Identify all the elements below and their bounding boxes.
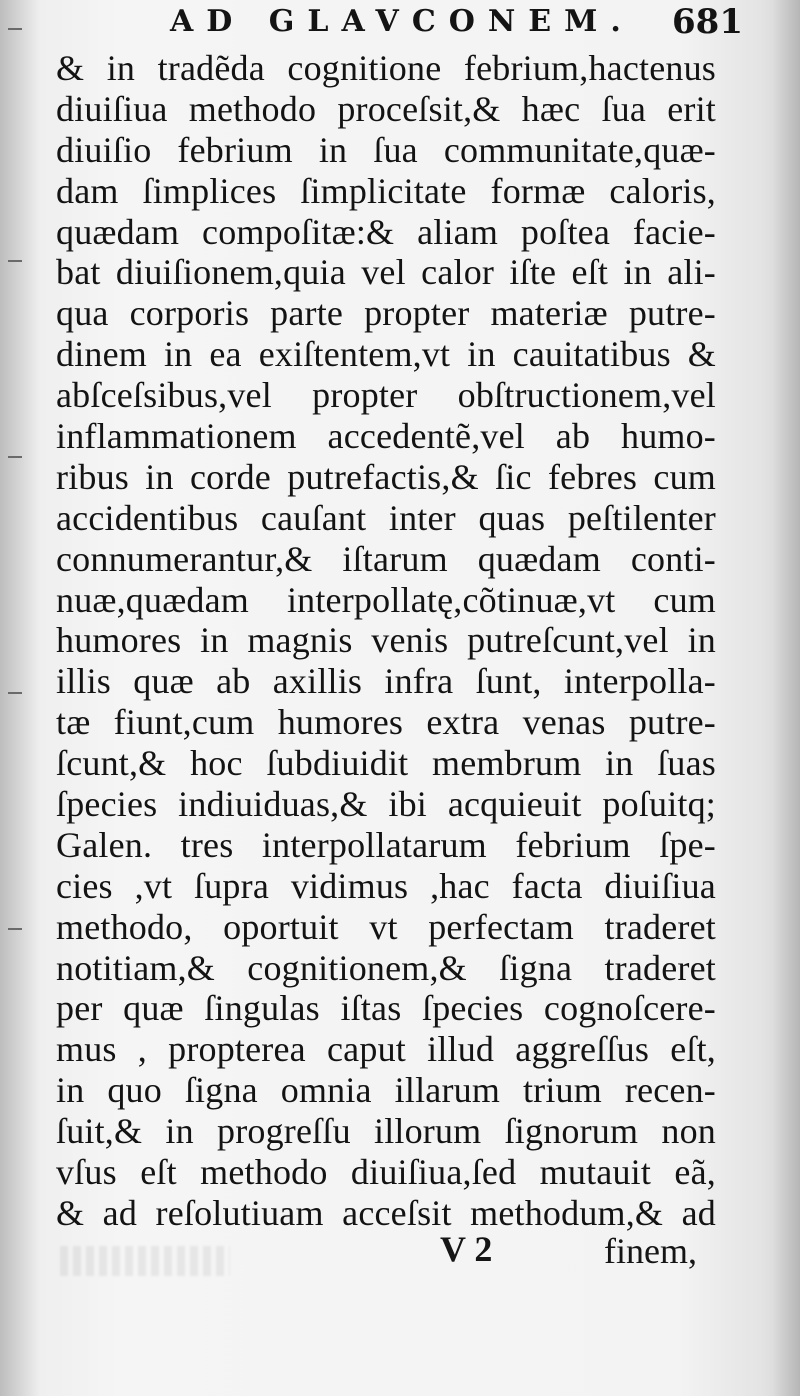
text-line-3: diuiſio febrium in ſua communitate,quæ- [56, 129, 716, 170]
text-line-25: mus , propterea caput illud aggreſſus eſt, [56, 1029, 716, 1070]
text-line-17: tæ fiunt,cum humores extra venas putre- [56, 702, 716, 743]
text-line-18: ſcunt,& hoc ſubdiuidit membrum in ſuas [56, 743, 716, 784]
margin-mark [8, 692, 22, 694]
margin-mark [8, 928, 22, 930]
running-title: AD GLAVCONEM. [170, 4, 634, 39]
text-line-27: ſuit,& in progreſſu illorum ſignorum non [56, 1111, 716, 1152]
text-line-13: connumerantur,& iſtarum quædam conti- [56, 538, 716, 579]
margin-mark [8, 260, 22, 262]
text-line-28: vſus eſt methodo diuiſiua,ſed mutauit eã, [56, 1152, 716, 1193]
catchword: finem, [604, 1231, 697, 1271]
signature-mark: V 2 [440, 1229, 493, 1269]
margin-mark [8, 28, 22, 30]
text-line-21: cies ,vt ſupra vidimus ,hac facta diuiſiua [56, 865, 716, 906]
margin-mark [8, 456, 22, 458]
text-line-4: dam ſimplices ſimplicitate formæ caloris, [56, 170, 716, 211]
show-through-ink [60, 1246, 230, 1276]
text-line-11: ribus in corde putrefactis,& ſic febres cum [56, 456, 716, 497]
text-line-29: & ad reſolutiuam acceſsit methodum,& ad [56, 1192, 716, 1233]
page-edge-shadow [772, 0, 800, 1396]
body-text [56, 48, 716, 1234]
text-line-12: accidentibus cauſant inter quas peſtilenter [56, 497, 716, 538]
text-line-1: & in tradẽda cognitione febrium,hactenus [56, 48, 716, 88]
text-line-16: illis quæ ab axillis infra ſunt, interpolla- [56, 661, 716, 702]
text-line-20: Galen. tres interpollatarum febrium ſpe- [56, 824, 716, 865]
text-line-9: abſceſsibus,vel propter obſtructionem,vel [56, 375, 716, 416]
text-line-23: notitiam,& cognitionem,& ſigna traderet [56, 947, 716, 988]
text-line-8: dinem in ea exiſtentem,vt in cauitatibus & [56, 334, 716, 375]
text-line-22: methodo, oportuit vt perfectam traderet [56, 906, 716, 947]
text-line-7: qua corporis parte propter materiæ putre- [56, 293, 716, 334]
text-line-6: bat diuiſionem,quia vel calor iſte eſt in ali- [56, 252, 716, 293]
text-line-10: inflammationem accedentẽ,vel ab humo- [56, 416, 716, 457]
text-line-2: diuiſiua methodo proceſsit,& hæc ſua erit [56, 88, 716, 129]
text-line-26: in quo ſigna omnia illarum trium recen- [56, 1070, 716, 1111]
text-line-24: per quæ ſingulas iſtas ſpecies cognoſcere- [56, 988, 716, 1029]
page-number: 681 [672, 2, 743, 42]
text-line-14: nuæ,quædam interpollatę,cõtinuæ,vt cum [56, 579, 716, 620]
text-line-5: quædam compoſitæ:& aliam poſtea facie- [56, 211, 716, 252]
text-line-19: ſpecies indiuiduas,& ibi acquieuit poſuitq; [56, 784, 716, 825]
text-line-15: humores in magnis venis putreſcunt,vel in [56, 620, 716, 661]
